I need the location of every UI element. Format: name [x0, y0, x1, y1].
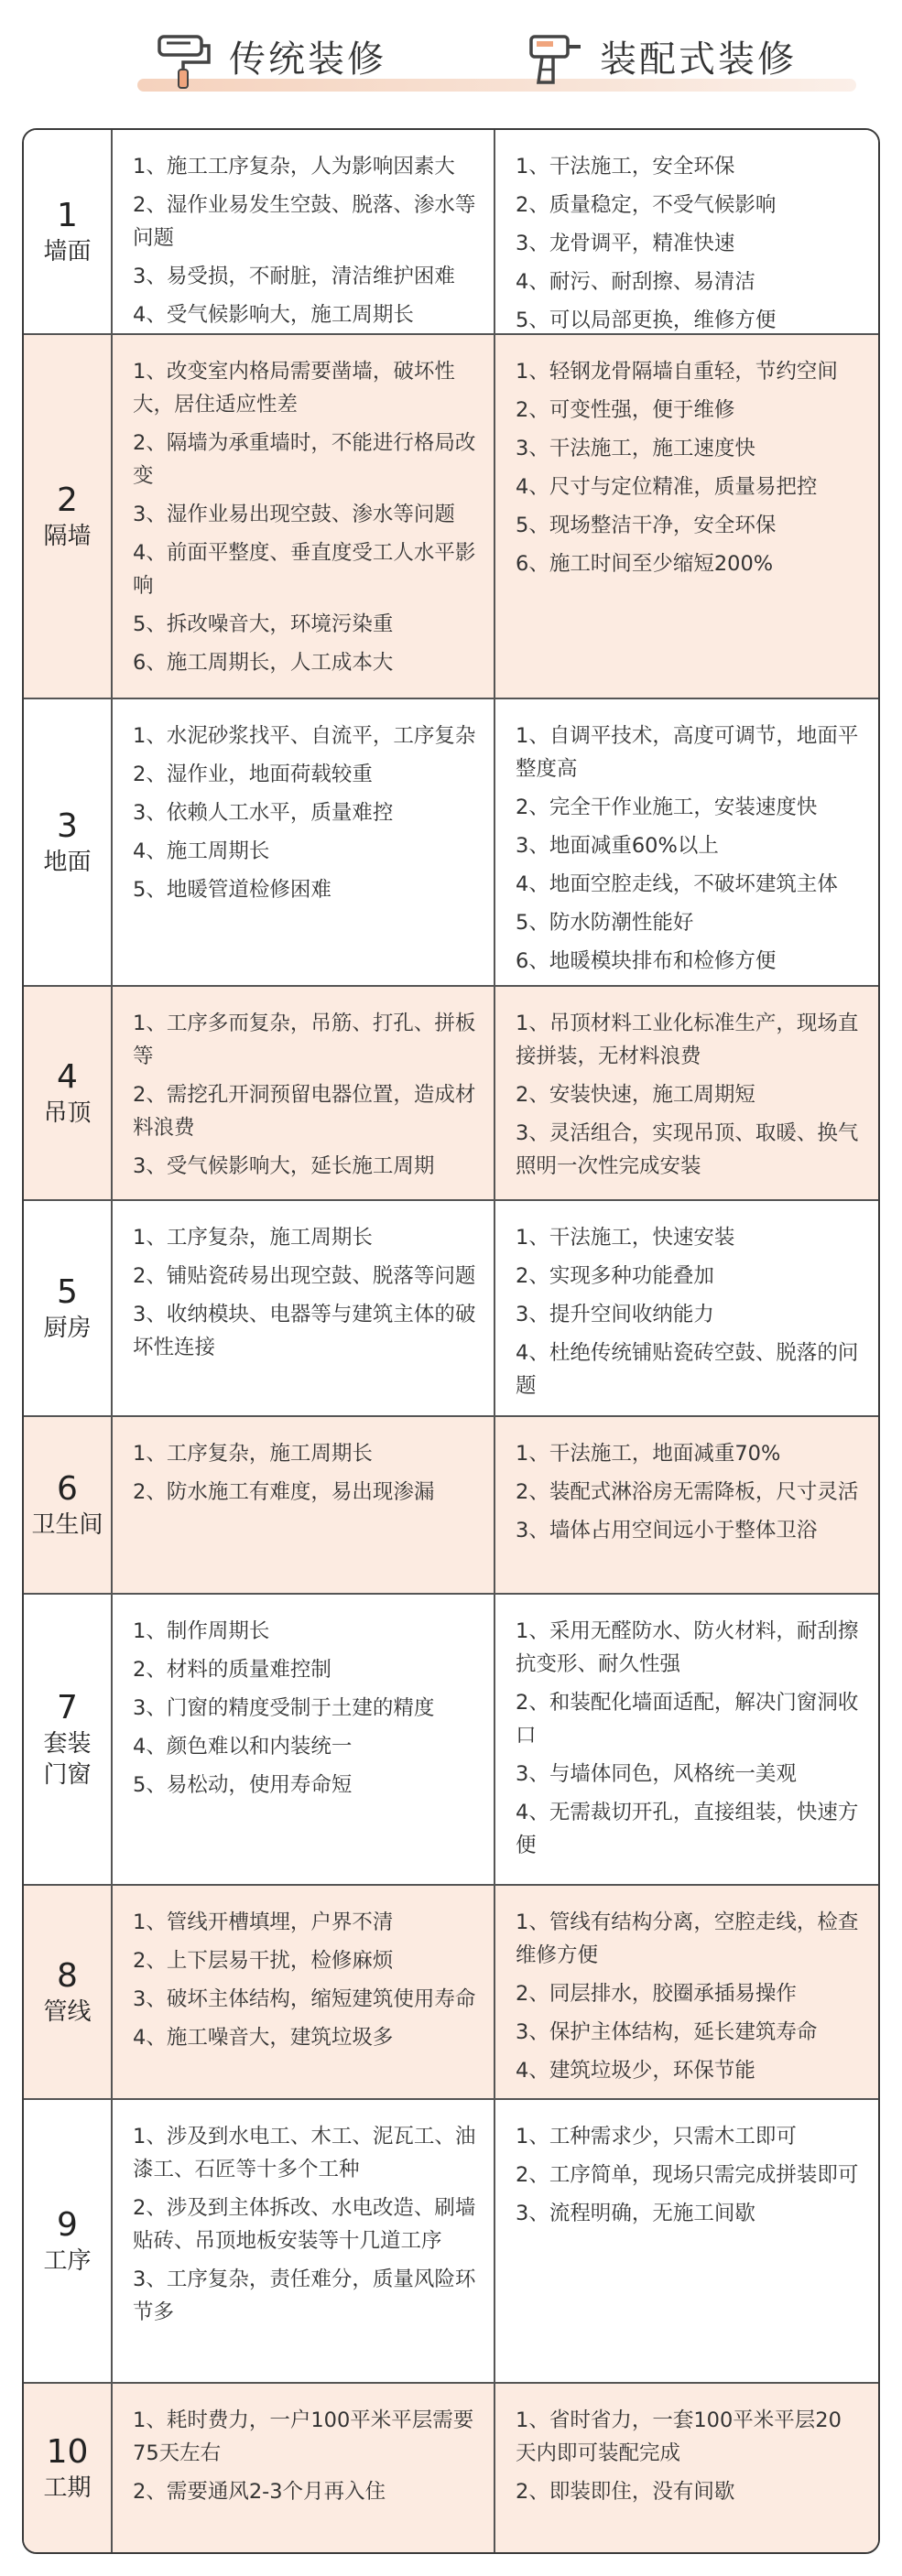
row-wall [24, 130, 878, 335]
list-item: 1、管线有结构分离，空腔走线，检查维修方便 [516, 1910, 859, 1967]
row-procedures [24, 2100, 878, 2384]
row-name: 墙面 [43, 238, 92, 265]
paint-roller-icon [154, 27, 218, 92]
list-item: 3、依赖人工水平，质量难控 [133, 801, 394, 825]
list-item: 3、受气候影响大，延长施工周期 [133, 1154, 435, 1178]
traditional-column [113, 699, 495, 985]
list-item: 3、龙骨调平，精准快速 [516, 232, 735, 255]
list-item: 1、改变室内格局需要凿墙，破坏性大，居住适应性差 [133, 360, 455, 417]
list-item: 5、现场整洁干净，安全环保 [516, 514, 777, 537]
list-item: 1、吊顶材料工业化标准生产，现场直接拼装，无材料浪费 [516, 1012, 859, 1068]
list-item: 2、上下层易干扰，检修麻烦 [133, 1949, 394, 1973]
row-label [24, 1417, 113, 1593]
list-item: 2、需要通风2-3个月再入住 [133, 2480, 386, 2504]
list-item: 3、灵活组合，实现吊顶、取暖、换气照明一次性完成安装 [516, 1121, 859, 1178]
list-item: 4、施工周期长 [133, 839, 270, 863]
row-number: 9 [57, 2206, 78, 2244]
list-item: 1、制作周期长 [133, 1619, 270, 1643]
row-partition [24, 335, 878, 699]
list-item: 4、杜绝传统铺贴瓷砖空鼓、脱落的问题 [516, 1341, 859, 1398]
list-item: 2、安装快速，施工周期短 [516, 1083, 755, 1107]
list-item: 3、墙体占用空间远小于整体卫浴 [516, 1519, 818, 1542]
comparison-table [22, 128, 880, 2554]
list-item: 3、工序复杂，责任难分，质量风险环节多 [133, 2268, 476, 2324]
list-item: 1、采用无醛防水、防火材料，耐刮擦抗变形、耐久性强 [516, 1619, 859, 1676]
row-name: 管线 [43, 1998, 92, 2026]
row-number: 7 [57, 1689, 78, 1726]
row-name: 套装门窗 [43, 1730, 92, 1789]
list-item: 1、水泥砂浆找平、自流平，工序复杂 [133, 724, 476, 748]
list-item: 2、质量稳定，不受气候影响 [516, 193, 777, 217]
list-item: 3、收纳模块、电器等与建筑主体的破坏性连接 [133, 1303, 476, 1359]
prefab-column [495, 699, 878, 985]
comparison-header [0, 0, 902, 110]
list-item: 2、材料的质量难控制 [133, 1658, 331, 1682]
list-item: 1、工序复杂，施工周期长 [133, 1442, 373, 1466]
list-item: 5、地暖管道检修困难 [133, 878, 331, 902]
list-item: 1、轻钢龙骨隔墙自重轻，节约空间 [516, 360, 838, 384]
list-item: 5、拆改噪音大，环境污染重 [133, 612, 394, 636]
list-item: 3、湿作业易出现空鼓、渗水等问题 [133, 503, 455, 526]
traditional-column [113, 335, 495, 698]
list-item: 4、耐污、耐刮擦、易清洁 [516, 270, 755, 294]
prefab-column [495, 1886, 878, 2098]
row-bathroom [24, 1417, 878, 1595]
list-item: 3、破坏主体结构，缩短建筑使用寿命 [133, 1987, 476, 2011]
row-name: 卫生间 [31, 1511, 103, 1539]
list-item: 2、涉及到主体拆改、水电改造、刷墙贴砖、吊顶地板安装等十几道工序 [133, 2196, 476, 2253]
row-label [24, 1595, 113, 1884]
row-number: 3 [57, 807, 78, 845]
row-label [24, 1201, 113, 1415]
row-doors-windows [24, 1595, 878, 1886]
list-item: 2、即装即住，没有间歇 [516, 2480, 735, 2504]
prefab-column [495, 1201, 878, 1415]
traditional-column [113, 1595, 495, 1884]
list-item: 2、可变性强，便于维修 [516, 398, 735, 422]
row-name: 工期 [43, 2474, 92, 2502]
list-item: 4、受气候影响大，施工周期长 [133, 303, 414, 327]
row-kitchen [24, 1201, 878, 1417]
row-name: 地面 [43, 849, 92, 876]
row-number: 2 [57, 482, 78, 519]
row-label [24, 1886, 113, 2098]
row-label [24, 130, 113, 333]
prefab-column [495, 1417, 878, 1593]
row-name: 吊顶 [43, 1099, 92, 1127]
list-item: 1、干法施工，安全环保 [516, 155, 735, 179]
list-item: 3、与墙体同色，风格统一美观 [516, 1762, 797, 1786]
row-number: 6 [57, 1470, 78, 1508]
list-item: 2、装配式淋浴房无需降板，尺寸灵活 [516, 1480, 859, 1504]
row-label [24, 987, 113, 1199]
list-item: 3、保护主体结构，延长建筑寿命 [516, 2020, 818, 2044]
list-item: 5、可以局部更换，维修方便 [516, 308, 777, 332]
prefab-column [495, 1595, 878, 1884]
prefab-column [495, 335, 878, 698]
traditional-header-title: 传统装修 [229, 38, 386, 81]
list-item: 1、工序复杂，施工周期长 [133, 1226, 373, 1250]
row-name: 厨房 [43, 1315, 92, 1342]
list-item: 6、施工时间至少缩短200% [516, 552, 774, 576]
row-floor [24, 699, 878, 987]
list-item: 1、自调平技术，高度可调节，地面平整度高 [516, 724, 859, 781]
list-item: 2、完全干作业施工，安装速度快 [516, 796, 818, 819]
traditional-column [113, 1201, 495, 1415]
prefab-column [495, 130, 878, 333]
list-item: 3、流程明确，无施工间歇 [516, 2202, 755, 2225]
list-item: 3、干法施工，施工速度快 [516, 437, 755, 460]
traditional-column [113, 1417, 495, 1593]
row-number: 10 [46, 2433, 89, 2471]
traditional-column [113, 987, 495, 1199]
list-item: 3、提升空间收纳能力 [516, 1303, 714, 1326]
list-item: 1、涉及到水电工、木工、泥瓦工、油漆工、石匠等十多个工种 [133, 2125, 476, 2181]
row-ceiling [24, 987, 878, 1201]
list-item: 4、颜色难以和内装统一 [133, 1735, 353, 1759]
row-schedule [24, 2384, 878, 2552]
list-item: 4、施工噪音大，建筑垃圾多 [133, 2026, 394, 2050]
row-pipelines [24, 1886, 878, 2100]
list-item: 2、隔墙为承重墙时，不能进行格局改变 [133, 431, 476, 488]
list-item: 6、地暖模块排布和检修方便 [516, 949, 777, 973]
list-item: 1、施工工序复杂，人为影响因素大 [133, 155, 455, 179]
traditional-column [113, 1886, 495, 2098]
list-item: 6、施工周期长，人工成本大 [133, 651, 394, 675]
list-item: 3、地面减重60%以上 [516, 834, 719, 858]
list-item: 1、干法施工，地面减重70% [516, 1442, 781, 1466]
row-name: 隔墙 [43, 523, 92, 550]
list-item: 2、防水施工有难度，易出现渗漏 [133, 1480, 435, 1504]
list-item: 2、铺贴瓷砖易出现空鼓、脱落等问题 [133, 1264, 476, 1288]
row-number: 8 [57, 1957, 78, 1995]
list-item: 4、无需裁切开孔，直接组装，快速方便 [516, 1801, 859, 1857]
list-item: 1、省时省力，一套100平米平层20天内即可装配完成 [516, 2408, 842, 2465]
list-item: 3、门窗的精度受制于土建的精度 [133, 1696, 435, 1720]
list-item: 2、实现多种功能叠加 [516, 1264, 714, 1288]
list-item: 2、湿作业，地面荷载较重 [133, 763, 373, 786]
list-item: 5、易松动，使用寿命短 [133, 1773, 353, 1797]
list-item: 1、工种需求少，只需木工即可 [516, 2125, 797, 2148]
list-item: 1、管线开槽填埋，户界不清 [133, 1910, 394, 1934]
row-number: 1 [57, 197, 78, 234]
list-item: 4、尺寸与定位精准，质量易把控 [516, 475, 818, 499]
traditional-column [113, 2100, 495, 2382]
list-item: 2、工序简单，现场只需完成拼装即可 [516, 2163, 859, 2187]
list-item: 2、湿作业易发生空鼓、脱落、渗水等问题 [133, 193, 476, 250]
list-item: 2、需挖孔开洞预留电器位置，造成材料浪费 [133, 1083, 476, 1140]
list-item: 3、易受损，不耐脏，清洁维护困难 [133, 265, 455, 288]
row-label [24, 699, 113, 985]
list-item: 1、工序多而复杂，吊筋、打孔、拼板等 [133, 1012, 476, 1068]
row-label [24, 335, 113, 698]
list-item: 1、耗时费力，一户100平米平层需要75天左右 [133, 2408, 474, 2465]
prefab-column [495, 2384, 878, 2552]
list-item: 1、干法施工，快速安装 [516, 1226, 735, 1250]
list-item: 4、建筑垃圾少，环保节能 [516, 2059, 755, 2083]
prefab-column [495, 987, 878, 1199]
drill-icon [522, 27, 586, 92]
row-name: 工序 [43, 2247, 92, 2275]
row-number: 4 [57, 1058, 78, 1096]
row-number: 5 [57, 1273, 78, 1311]
prefab-column [495, 2100, 878, 2382]
list-item: 2、和装配化墙面适配，解决门窗洞收口 [516, 1691, 859, 1748]
list-item: 2、同层排水，胶圈承插易操作 [516, 1982, 797, 2006]
row-label [24, 2384, 113, 2552]
traditional-column [113, 2384, 495, 2552]
list-item: 5、防水防潮性能好 [516, 911, 694, 935]
row-label [24, 2100, 113, 2382]
traditional-column [113, 130, 495, 333]
list-item: 4、前面平整度、垂直度受工人水平影响 [133, 541, 476, 598]
prefab-header-title: 装配式装修 [600, 38, 797, 81]
list-item: 4、地面空腔走线，不破坏建筑主体 [516, 872, 838, 896]
